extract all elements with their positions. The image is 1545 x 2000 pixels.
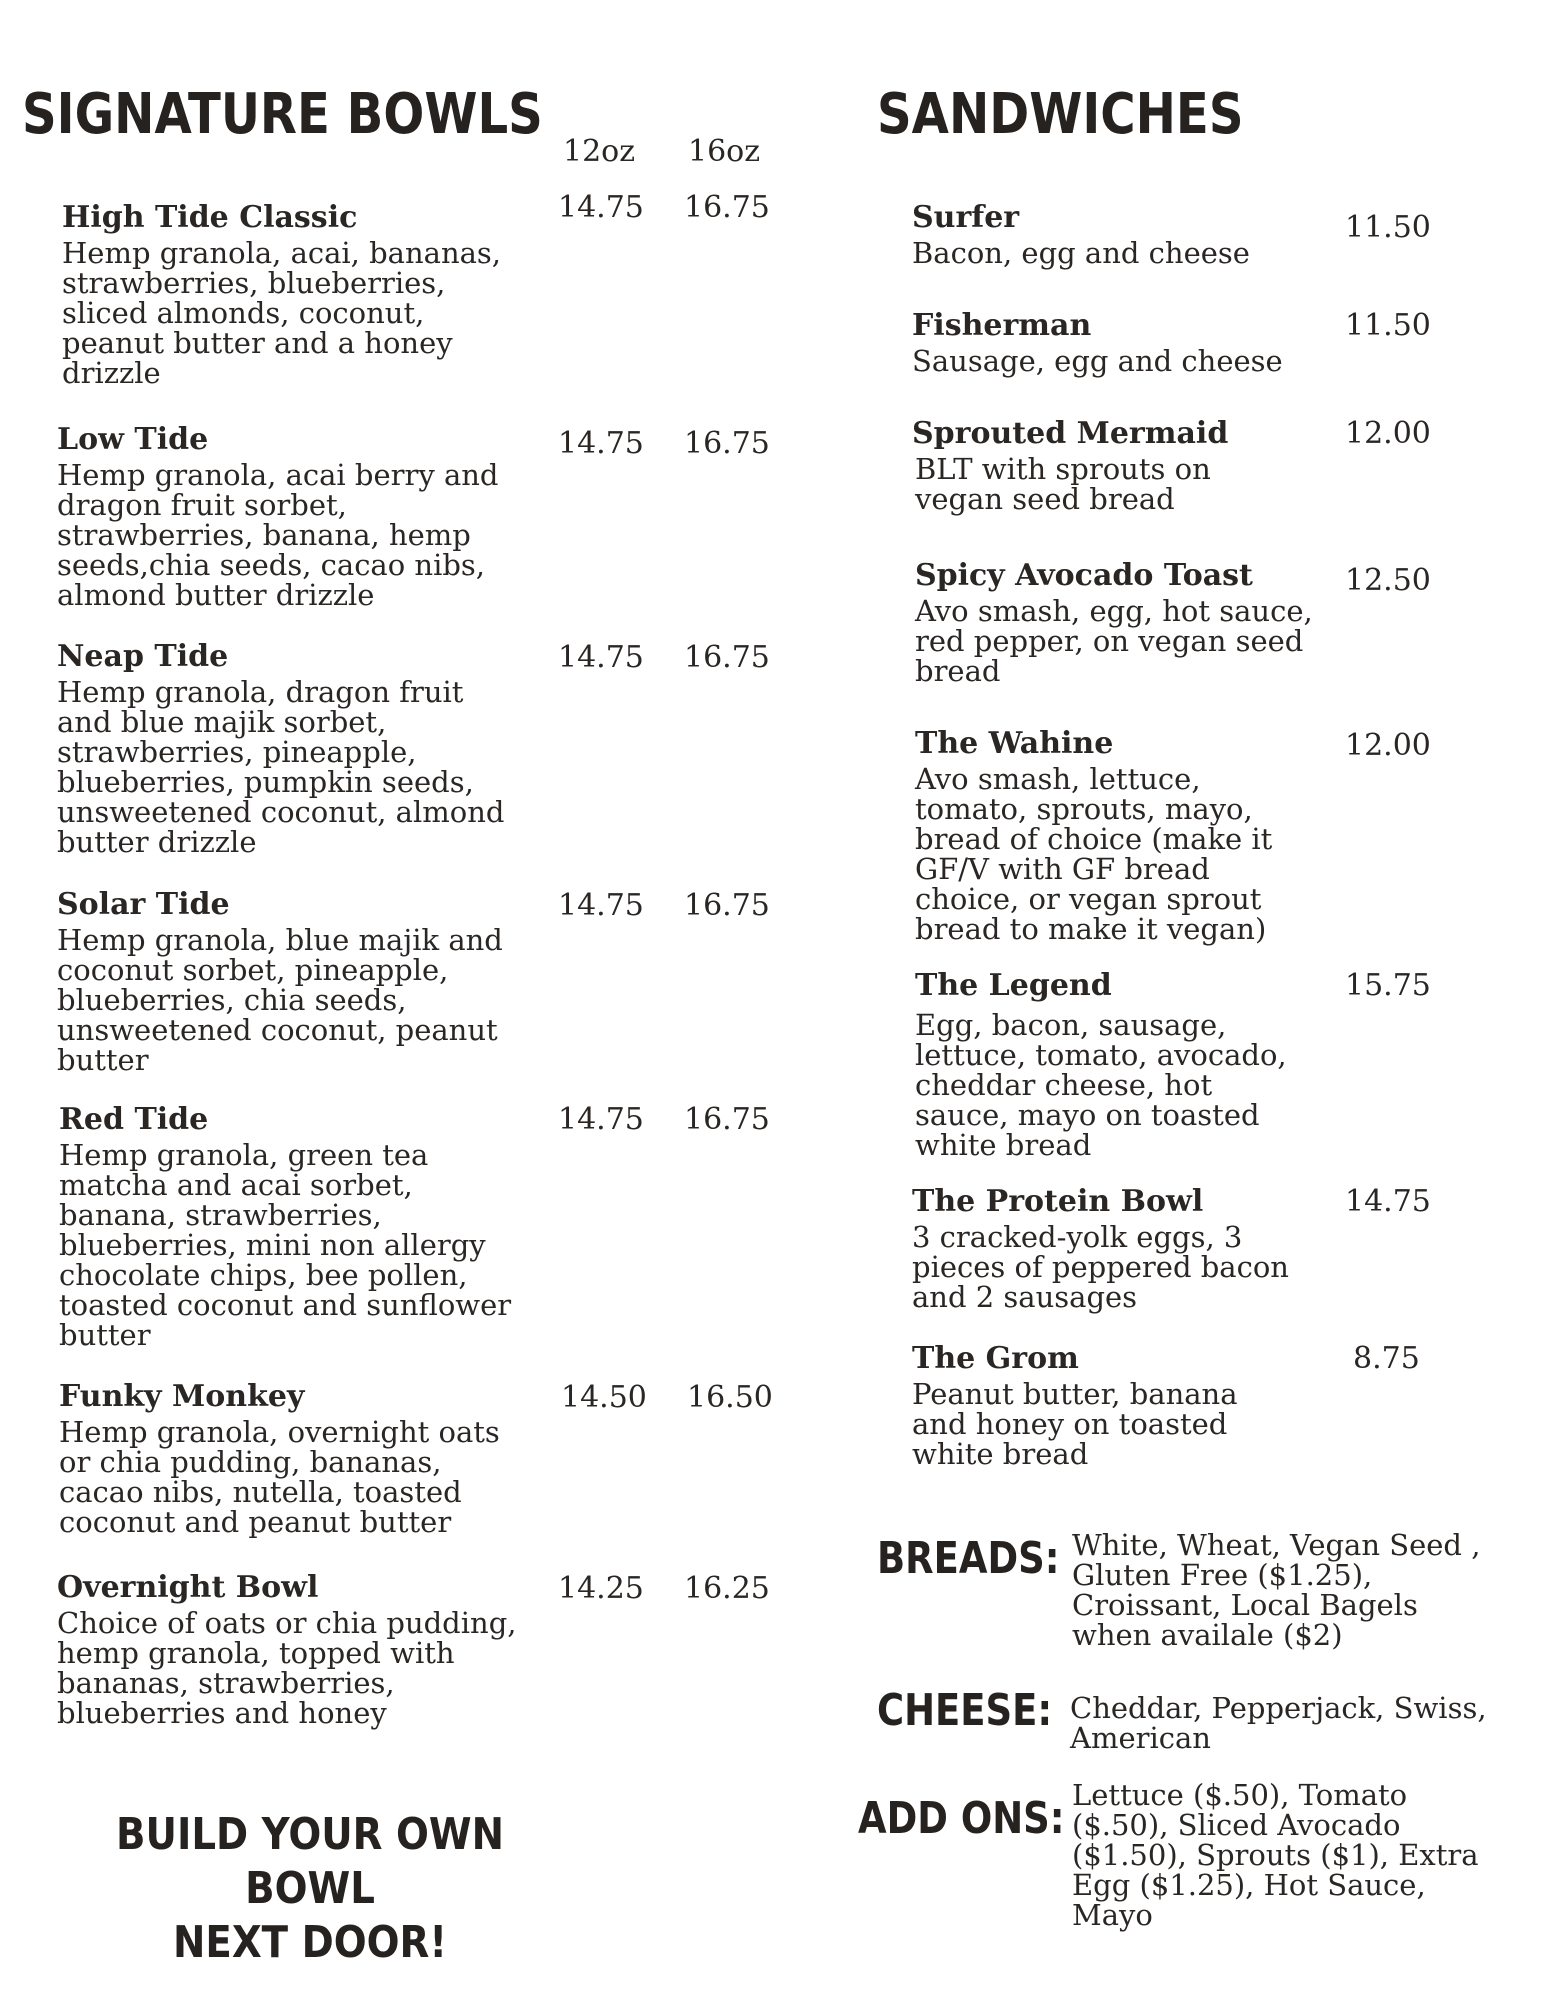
- breads-label: BREADS:: [877, 1533, 1060, 1584]
- bowl-price-12oz: 14.25: [558, 1571, 644, 1606]
- bowl-item-overnight-bowl: [57, 1572, 527, 1728]
- sandwich-price: 15.75: [1345, 968, 1431, 1003]
- sandwich-item-name: The Grom: [912, 1341, 1079, 1376]
- add-ons-label: ADD ONS:: [858, 1793, 1065, 1844]
- sandwich-item-name: Fisherman: [912, 308, 1092, 343]
- sandwich-item-desc: Avo smash, lettuce, tomato, sprouts, mayo, bread of choice (make it GF/V with GF bread choice, or vegan sprout bread to make it vegan): [915, 762, 1273, 946]
- cheese-options: Cheddar, Pepperjack, Swiss, American: [1070, 1691, 1487, 1755]
- bowl-price-16oz: 16.75: [684, 640, 770, 675]
- bowl-item-desc: Hemp granola, blue majik and coconut sorbet, pineapple, blueberries, chia seeds, unsweetened coconut, peanut butter: [57, 923, 503, 1077]
- sandwich-item-name: Surfer: [912, 200, 1020, 235]
- sandwich-item-surfer: [912, 202, 1332, 268]
- sandwich-item-desc: Bacon, egg and cheese: [912, 236, 1250, 270]
- bowl-item-name: Overnight Bowl: [57, 1570, 319, 1605]
- bowl-price-12oz: 14.75: [558, 888, 644, 923]
- size-12oz-label: 12oz: [563, 134, 636, 169]
- sandwich-item-desc: Egg, bacon, sausage, lettuce, tomato, avocado, cheddar cheese, hot sauce, mayo on toasted white bread: [915, 1008, 1287, 1162]
- bowl-item-funky-monkey: [59, 1381, 529, 1537]
- bowl-item-name: High Tide Classic: [62, 200, 358, 235]
- bowl-item-desc: Hemp granola, green tea matcha and acai sorbet, banana, strawberries, blueberries, mini non allergy chocolate chips, bee pollen, toasted coconut and sunflower butter: [59, 1138, 512, 1352]
- bowl-price-16oz: 16.75: [684, 426, 770, 461]
- breads-options: White, Wheat, Vegan Seed , Gluten Free ($1.25), Croissant, Local Bagels when availale ($2): [1072, 1528, 1481, 1652]
- bowl-price-12oz: 14.75: [558, 426, 644, 461]
- bowl-item-name: Solar Tide: [57, 887, 230, 922]
- sandwich-price: 11.50: [1345, 308, 1431, 343]
- bowl-item-high-tide-classic: [62, 202, 532, 388]
- sandwich-item-name: Spicy Avocado Toast: [915, 558, 1253, 593]
- bowl-item-name: Funky Monkey: [59, 1379, 305, 1414]
- sandwiches-heading: SANDWICHES: [877, 82, 1244, 147]
- bowl-item-desc: Hemp granola, acai berry and dragon fruit sorbet, strawberries, banana, hemp seeds,chia seeds, cacao nibs, almond butter drizzle: [57, 458, 499, 612]
- bowl-item-neap-tide: [57, 641, 527, 857]
- sandwich-item-spicy-avocado-toast: [915, 560, 1335, 686]
- bowl-item-name: Neap Tide: [57, 639, 229, 674]
- cheese-label: CHEESE:: [877, 1685, 1053, 1736]
- bowl-item-desc: Hemp granola, acai, bananas, strawberries, blueberries, sliced almonds, coconut, peanut butter and a honey drizzle: [62, 236, 502, 390]
- bowl-item-low-tide: [57, 424, 527, 610]
- sandwich-price: 12.00: [1345, 416, 1431, 451]
- bowl-price-16oz: 16.75: [684, 190, 770, 225]
- sandwich-item-the-grom: [912, 1343, 1292, 1469]
- sandwich-item-the-legend: [915, 970, 1305, 1160]
- sandwich-price: 12.50: [1345, 563, 1431, 598]
- sandwich-price: 12.00: [1345, 728, 1431, 763]
- sandwich-item-name: The Legend: [915, 968, 1112, 1003]
- bowl-price-12oz: 14.75: [558, 1102, 644, 1137]
- bowl-item-solar-tide: [57, 889, 517, 1075]
- sandwich-item-the-protein-bowl: [912, 1186, 1312, 1312]
- bowl-item-desc: Hemp granola, dragon fruit and blue majik sorbet, strawberries, pineapple, blueberries, pumpkin seeds, unsweetened coconut, almond butter drizzle: [57, 675, 505, 859]
- bowl-item-name: Red Tide: [59, 1102, 209, 1137]
- bowl-item-desc: Choice of oats or chia pudding, hemp granola, topped with bananas, strawberries, blueberries and honey: [57, 1606, 517, 1730]
- sandwich-item-desc: Avo smash, egg, hot sauce, red pepper, on vegan seed bread: [915, 594, 1313, 688]
- bowl-price-16oz: 16.75: [684, 888, 770, 923]
- add-ons-options: Lettuce ($.50), Tomato ($.50), Sliced Avocado ($1.50), Sprouts ($1), Extra Egg ($1.25), Hot Sauce, Mayo: [1072, 1778, 1479, 1932]
- sandwich-item-name: The Wahine: [915, 726, 1114, 761]
- bowl-item-desc: Hemp granola, overnight oats or chia pudding, bananas, cacao nibs, nutella, toasted coconut and peanut butter: [59, 1415, 500, 1539]
- sandwich-item-desc: 3 cracked-yolk eggs, 3 pieces of peppered bacon and 2 sausages: [912, 1220, 1289, 1314]
- signature-bowls-heading: SIGNATURE BOWLS: [22, 82, 543, 147]
- sandwich-item-sprouted-mermaid: [912, 418, 1292, 514]
- promo-line-1: BUILD YOUR OWN BOWL: [116, 1809, 504, 1914]
- sandwich-item-desc: Peanut butter, banana and honey on toasted white bread: [912, 1377, 1238, 1471]
- size-16oz-label: 16oz: [688, 134, 761, 169]
- bowl-price-16oz: 16.75: [684, 1102, 770, 1137]
- bowl-price-16oz: 16.50: [687, 1380, 773, 1415]
- sandwich-item-desc: BLT with sprouts on vegan seed bread: [915, 452, 1211, 516]
- sandwich-item-desc: Sausage, egg and cheese: [912, 344, 1283, 378]
- sandwich-price: 8.75: [1353, 1341, 1420, 1376]
- sandwich-price: 11.50: [1345, 210, 1431, 245]
- sandwich-item-the-wahine: [915, 728, 1305, 944]
- bowl-item-name: Low Tide: [57, 422, 209, 457]
- sandwich-price: 14.75: [1345, 1184, 1431, 1219]
- bowl-price-16oz: 16.25: [684, 1571, 770, 1606]
- sandwich-item-name: The Protein Bowl: [912, 1184, 1204, 1219]
- bowl-item-red-tide: [59, 1104, 529, 1350]
- sandwich-item-name: Sprouted Mermaid: [912, 416, 1229, 451]
- bowl-price-12oz: 14.75: [558, 190, 644, 225]
- build-your-own-bowl-promo: [72, 1808, 547, 1970]
- bowl-price-12oz: 14.75: [558, 640, 644, 675]
- promo-line-2: NEXT DOOR!: [172, 1917, 448, 1968]
- sandwich-item-fisherman: [912, 310, 1332, 376]
- bowl-price-12oz: 14.50: [561, 1380, 647, 1415]
